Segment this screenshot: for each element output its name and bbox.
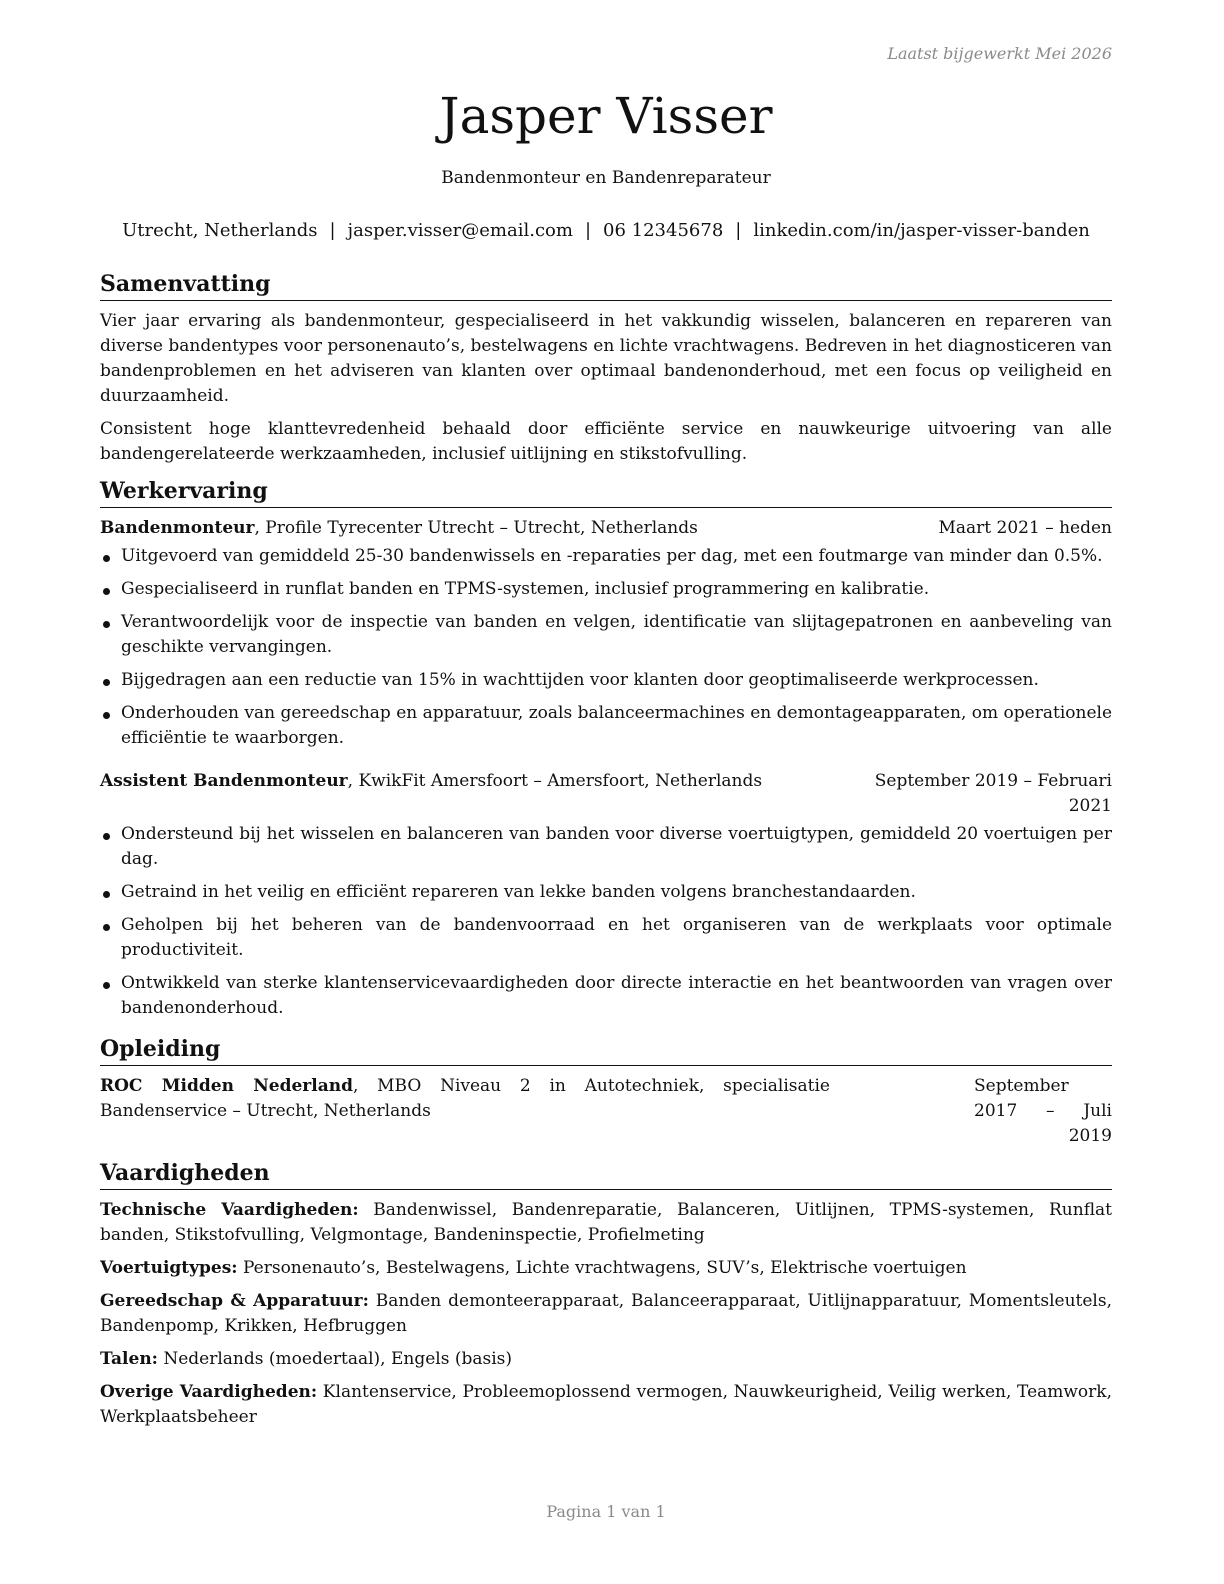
contact-linkedin[interactable]: linkedin.com/in/jasper-visser-banden — [753, 220, 1090, 241]
job-bullets — [100, 544, 1112, 751]
job-dates: Maart 2021 – heden — [938, 518, 1112, 538]
section-title-experience: Werkervaring — [100, 477, 1112, 508]
skill-label: Technische Vaardigheden: — [100, 1200, 359, 1220]
list-item — [100, 913, 1112, 963]
job-header — [100, 769, 1112, 819]
bullet-text: Getraind in het veilig en efficiënt repareren van lekke banden volgens branchestandaarden. — [121, 882, 916, 902]
bullet-icon — [103, 891, 110, 898]
education-school: ROC Midden Nederland — [100, 1076, 353, 1096]
separator: | — [735, 220, 742, 241]
skill-label: Talen: — [100, 1349, 158, 1369]
skill-row — [100, 1347, 1112, 1372]
bullet-icon — [103, 621, 110, 628]
list-item — [100, 577, 1112, 602]
bullet-text: Gespecialiseerd in runflat banden en TPMS-systemen, inclusief programmering en kalibratie. — [121, 579, 930, 599]
job-entry — [100, 516, 1112, 751]
last-updated: Laatst bijgewerkt Mei 2026 — [887, 44, 1112, 63]
bullet-text: Ondersteund bij het wisselen en balanceren van banden voor diverse voertuigtypen, gemiddeld 20 voertuigen per dag. — [121, 824, 1112, 869]
skill-label: Gereedschap & Apparatuur: — [100, 1291, 369, 1311]
job-role: Assistent Bandenmonteur — [100, 771, 348, 791]
bullet-icon — [103, 924, 110, 931]
bullet-icon — [103, 588, 110, 595]
skill-value: Klantenservice, Probleemoplossend vermogen, Nauwkeurigheid, Veilig werken, Teamwork, Werkplaatsbeheer — [100, 1382, 1112, 1427]
job-dates: September 2019 – Februari 2021 — [874, 771, 1112, 816]
skill-row — [100, 1256, 1112, 1281]
list-item — [100, 701, 1112, 751]
bullet-text: Bijgedragen aan een reductie van 15% in wachttijden voor klanten door geoptimaliseerde werkprocessen. — [121, 670, 1039, 690]
section-title-skills: Vaardigheden — [100, 1159, 1112, 1190]
job-role-line — [100, 516, 922, 541]
contact-line — [100, 220, 1112, 241]
bullet-text: Uitgevoerd van gemiddeld 25-30 bandenwissels en -reparaties per dag, met een foutmarge van minder dan 0.5%. — [121, 546, 1103, 566]
bullet-text: Geholpen bij het beheren van de bandenvoorraad en het organiseren van de werkplaats voor optimale productiviteit. — [121, 915, 1112, 960]
skill-row — [100, 1380, 1112, 1430]
skill-label: Voertuigtypes: — [100, 1258, 238, 1278]
separator: | — [329, 220, 336, 241]
bullet-icon — [103, 712, 110, 719]
skill-value: Banden demonteerapparaat, Balanceerapparaat, Uitlijnapparatuur, Momentsleutels, Bandenpomp, Krikken, Hefbruggen — [100, 1291, 1112, 1336]
list-item — [100, 880, 1112, 905]
candidate-name: Jasper Visser — [439, 87, 773, 145]
bullet-icon — [103, 555, 110, 562]
job-title: Bandenmonteur en Bandenreparateur — [441, 168, 771, 188]
job-company: , KwikFit Amersfoort – Amersfoort, Netherlands — [347, 771, 763, 791]
education-dates: September 2017 – Juli 2019 — [974, 1076, 1112, 1146]
job-role-line — [100, 769, 846, 794]
section-title-education: Opleiding — [100, 1035, 1112, 1066]
resume-content — [100, 270, 1112, 1440]
bullet-icon — [103, 982, 110, 989]
skill-label: Overige Vaardigheden: — [100, 1382, 318, 1402]
resume-page — [100, 0, 1112, 1584]
summary-paragraph: Consistent hoge klanttevredenheid behaald door efficiënte service en nauwkeurige uitvoering van alle bandengerelateerde werkzaamheden, inclusief uitlijning en stikstofvulling. — [100, 419, 1112, 464]
summary-section — [100, 270, 1112, 467]
bullet-text: Verantwoordelijk voor de inspectie van banden en velgen, identificatie van slijtagepatronen en aanbeveling van geschikte vervangingen. — [121, 612, 1112, 657]
skills-section — [100, 1159, 1112, 1430]
contact-email[interactable]: jasper.visser@email.com — [347, 220, 573, 241]
experience-section — [100, 477, 1112, 1021]
job-company: , Profile Tyrecenter Utrecht – Utrecht, Netherlands — [254, 518, 698, 538]
list-item — [100, 544, 1112, 569]
section-title-summary: Samenvatting — [100, 270, 1112, 301]
list-item — [100, 668, 1112, 693]
bullet-icon — [103, 833, 110, 840]
separator: | — [584, 220, 592, 241]
job-header — [100, 516, 1112, 541]
education-line — [100, 1074, 830, 1124]
skill-value: Personenauto’s, Bestelwagens, Lichte vrachtwagens, SUV’s, Elektrische voertuigen — [237, 1258, 967, 1278]
contact-phone[interactable]: 06 12345678 — [603, 220, 724, 241]
list-item — [100, 610, 1112, 660]
skill-row — [100, 1289, 1112, 1339]
list-item — [100, 971, 1112, 1021]
bullet-text: Onderhouden van gereedschap en apparatuur, zoals balanceermachines en demontageapparaten, om operationele efficiëntie te waarborgen. — [121, 703, 1112, 748]
education-section — [100, 1035, 1112, 1149]
skill-value: Nederlands (moedertaal), Engels (basis) — [157, 1349, 513, 1369]
job-entry — [100, 769, 1112, 1021]
summary-paragraph: Vier jaar ervaring als bandenmonteur, gespecialiseerd in het vakkundig wisselen, balanceren en repareren van diverse bandentypes voor personenauto’s, bestelwagens en lichte vrachtwagens. Bedreven in het diagnosticeren van bandenproblemen en het adviseren van klanten over optimaal bandenonderhoud, met een focus op veiligheid en duurzaamheid. — [100, 311, 1112, 406]
list-item — [100, 822, 1112, 872]
contact-location: Utrecht, Netherlands — [122, 220, 318, 241]
page-number: Pagina 1 van 1 — [546, 1502, 666, 1521]
bullet-icon — [103, 679, 110, 686]
skill-row — [100, 1198, 1112, 1248]
bullet-text: Ontwikkeld van sterke klantenservicevaardigheden door directe interactie en het beantwoorden van vragen over bandenonderhoud. — [121, 973, 1112, 1018]
job-bullets — [100, 822, 1112, 1021]
education-entry — [100, 1074, 1112, 1149]
job-role: Bandenmonteur — [100, 518, 255, 538]
skill-value: Bandenwissel, Bandenreparatie, Balanceren, Uitlijnen, TPMS-systemen, Runflat banden, Stikstofvulling, Velgmontage, Bandeninspectie, Profielmeting — [100, 1200, 1112, 1245]
education-detail: , MBO Niveau 2 in Autotechniek, specialisatie Bandenservice – Utrecht, Netherlands — [100, 1076, 830, 1121]
